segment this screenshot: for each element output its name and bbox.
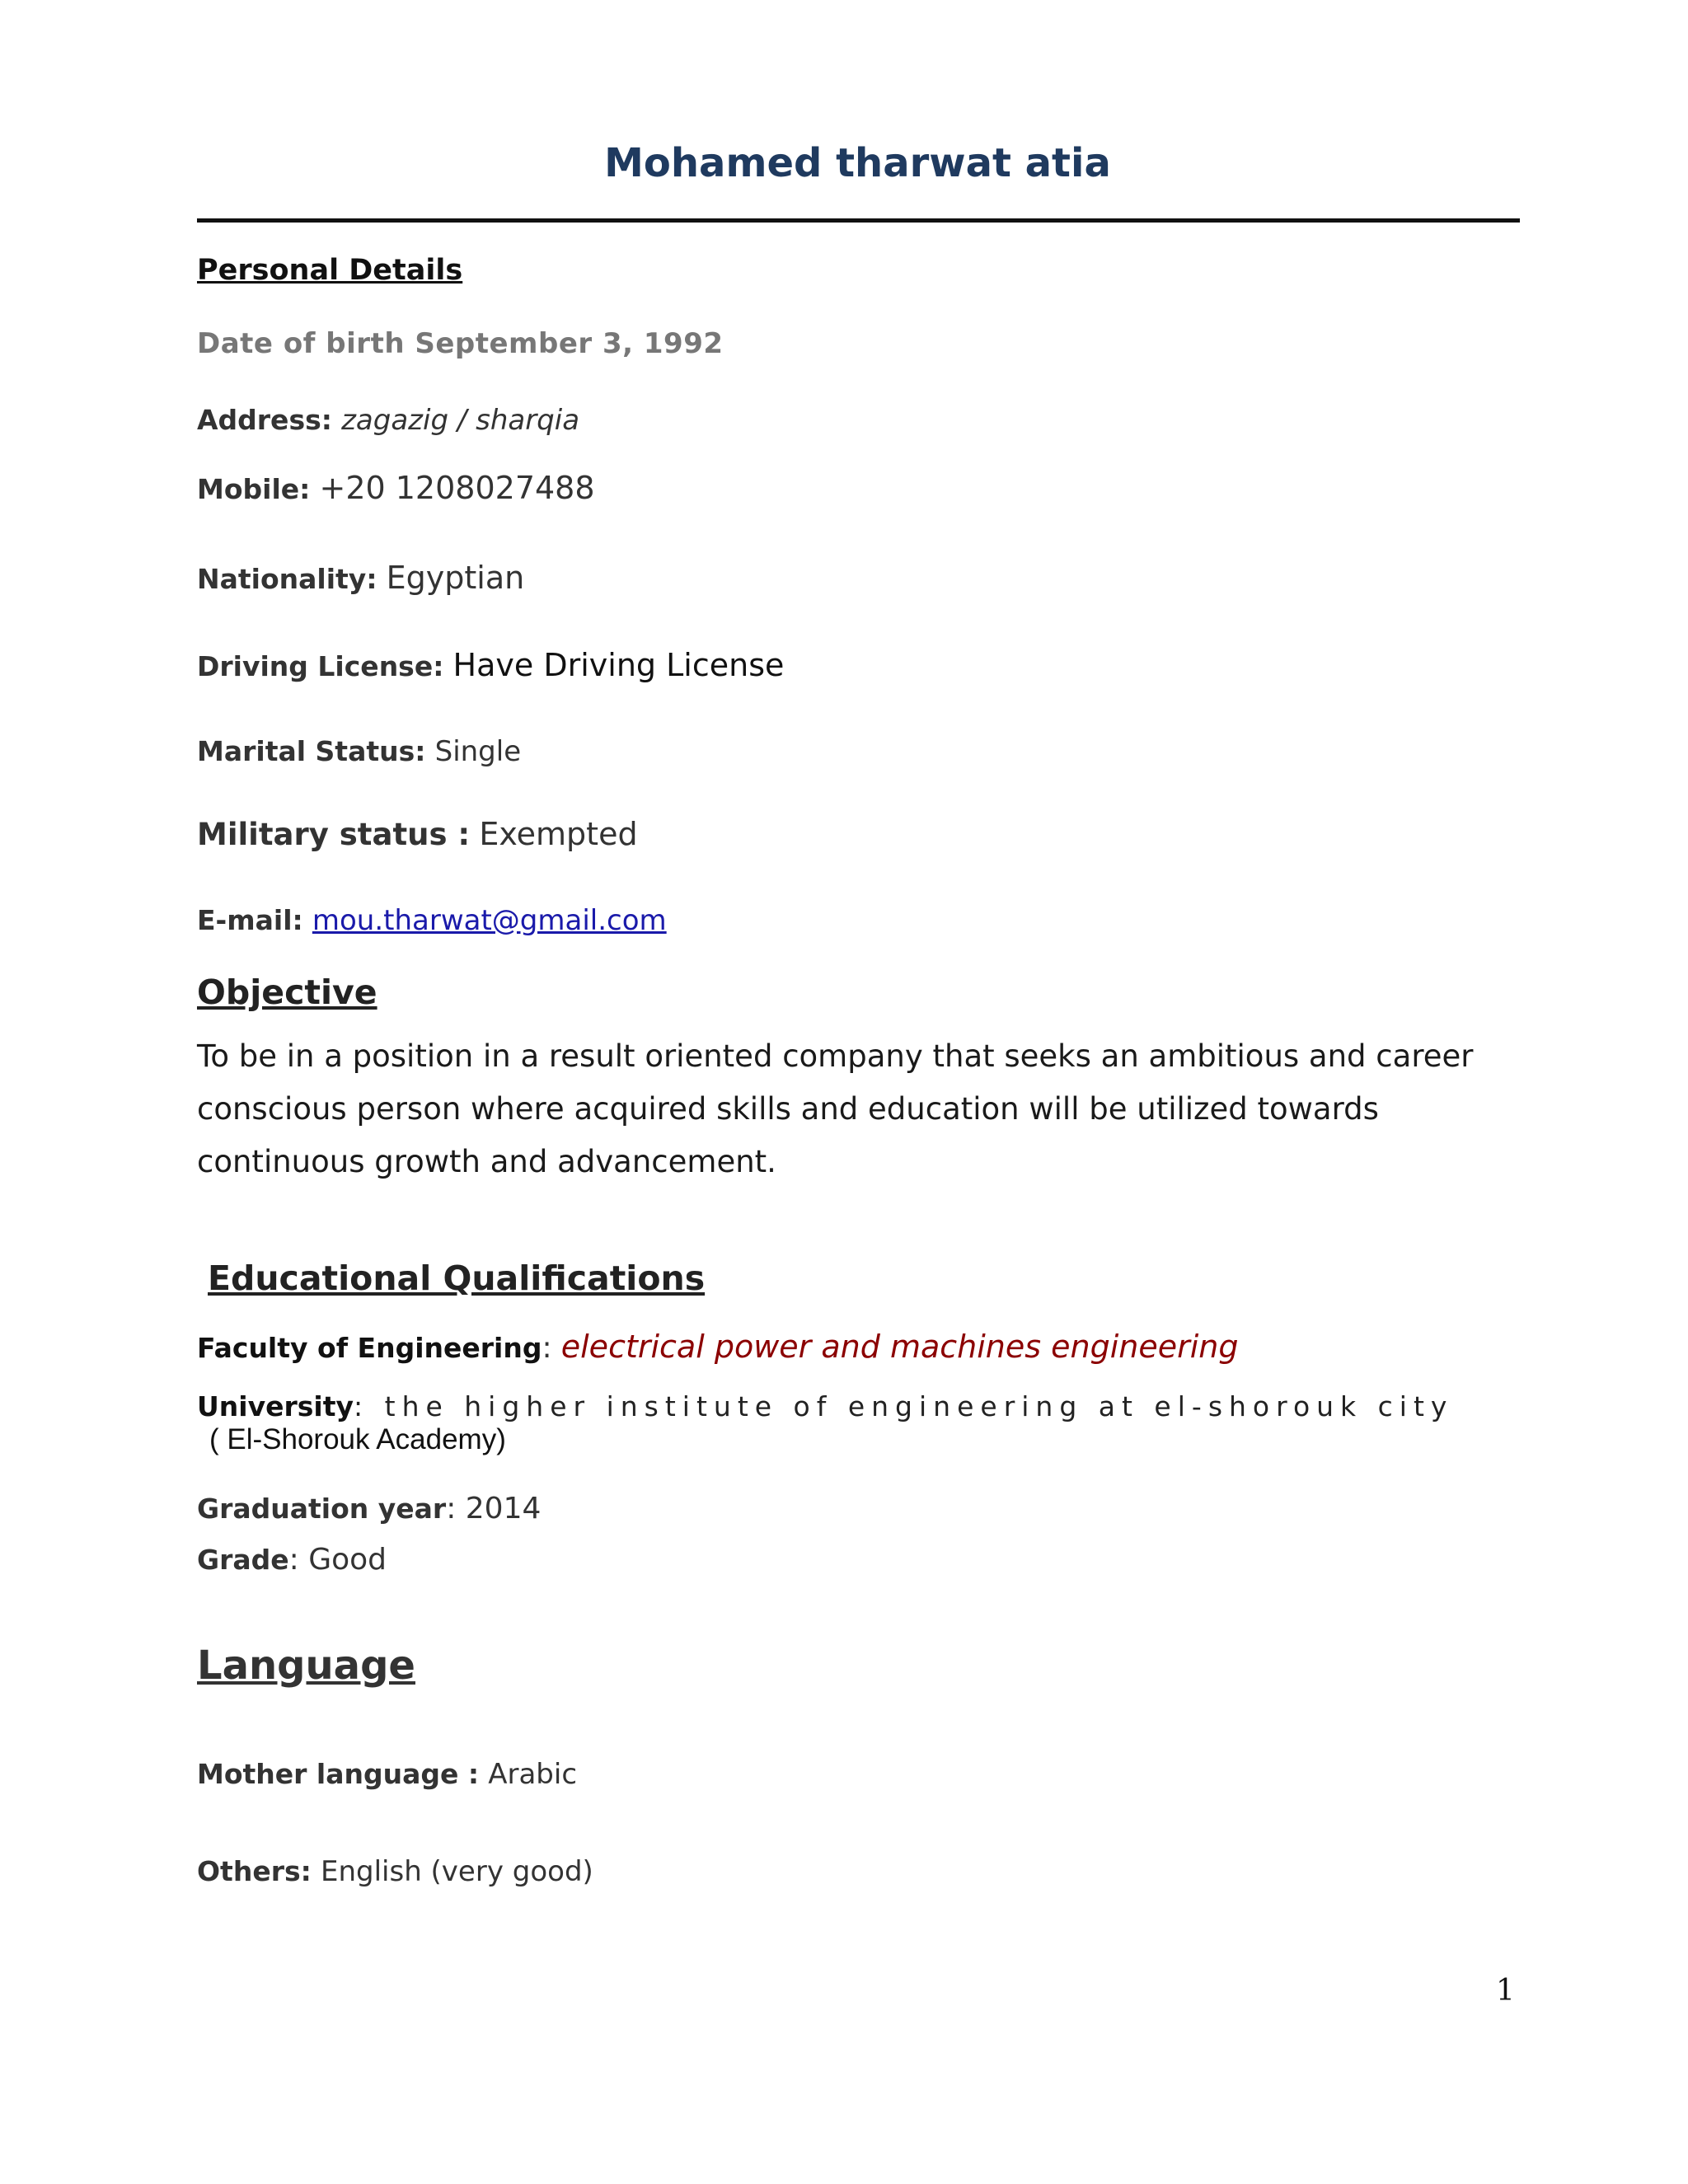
- grade-label: Grade: [197, 1544, 289, 1576]
- military-status-row: [197, 816, 638, 852]
- mobile-label: Mobile:: [197, 473, 311, 505]
- page-title: Mohamed tharwat atia: [604, 140, 1111, 186]
- address-value: zagazig / sharqia: [341, 404, 580, 437]
- date-of-birth: Date of birth September 3, 1992: [197, 327, 724, 360]
- graduation-year-value: : 2014: [446, 1492, 542, 1526]
- mobile-row: [197, 470, 595, 506]
- faculty-value: electrical power and machines engineering: [560, 1329, 1239, 1365]
- marital-status-value: Single: [434, 735, 522, 768]
- nationality-label: Nationality:: [197, 563, 377, 595]
- marital-status-row: [197, 735, 521, 768]
- language-heading: Language: [197, 1643, 415, 1689]
- driving-license-value: Have Driving License: [452, 647, 785, 683]
- driving-license-label: Driving License:: [197, 650, 444, 682]
- grade-value: : Good: [288, 1543, 387, 1577]
- page-number: 1: [1496, 1974, 1515, 2008]
- nationality-row: [197, 560, 524, 596]
- driving-license-row: [197, 647, 784, 683]
- military-status-value: Exempted: [479, 816, 638, 852]
- mobile-value: +20 1208027488: [319, 470, 595, 506]
- faculty-label: Faculty of Engineering: [197, 1332, 542, 1364]
- mother-language-label: Mother language :: [197, 1758, 480, 1790]
- nationality-value: Egyptian: [386, 560, 525, 596]
- grade-row: [197, 1543, 387, 1577]
- marital-status-label: Marital Status:: [197, 735, 426, 767]
- mother-language-value: Arabic: [488, 1758, 578, 1791]
- title-divider: [197, 218, 1520, 223]
- objective-text: To be in a position in a result oriented company that seeks an ambitious and career conscious person where acquired skills and education will be utilized towards continuous growth and advancement.: [197, 1038, 1474, 1179]
- university-label: University: [197, 1390, 354, 1422]
- university-value: : the higher institute of engineering at el-shorouk city: [354, 1390, 1454, 1422]
- graduation-year-row: [197, 1492, 541, 1526]
- email-row: [197, 904, 667, 937]
- mother-language-row: [197, 1758, 577, 1791]
- university-row: [197, 1390, 1453, 1423]
- other-languages-row: [197, 1855, 593, 1888]
- university-academy: ( El-Shorouk Academy): [209, 1423, 506, 1455]
- graduation-year-label: Graduation year: [197, 1493, 447, 1525]
- address-row: [197, 404, 579, 437]
- other-languages-label: Others:: [197, 1855, 312, 1887]
- faculty-separator: :: [542, 1331, 552, 1365]
- address-label: Address:: [197, 404, 332, 436]
- personal-details-heading: Personal Details: [197, 254, 463, 287]
- military-status-label: Military status :: [197, 817, 471, 852]
- email-link[interactable]: mou.tharwat@gmail.com: [312, 904, 667, 937]
- other-languages-value: English (very good): [320, 1855, 593, 1888]
- education-heading: Educational Qualifications: [208, 1258, 706, 1298]
- faculty-row: [197, 1329, 1239, 1365]
- email-label: E-mail:: [197, 904, 303, 936]
- objective-heading: Objective: [197, 972, 377, 1012]
